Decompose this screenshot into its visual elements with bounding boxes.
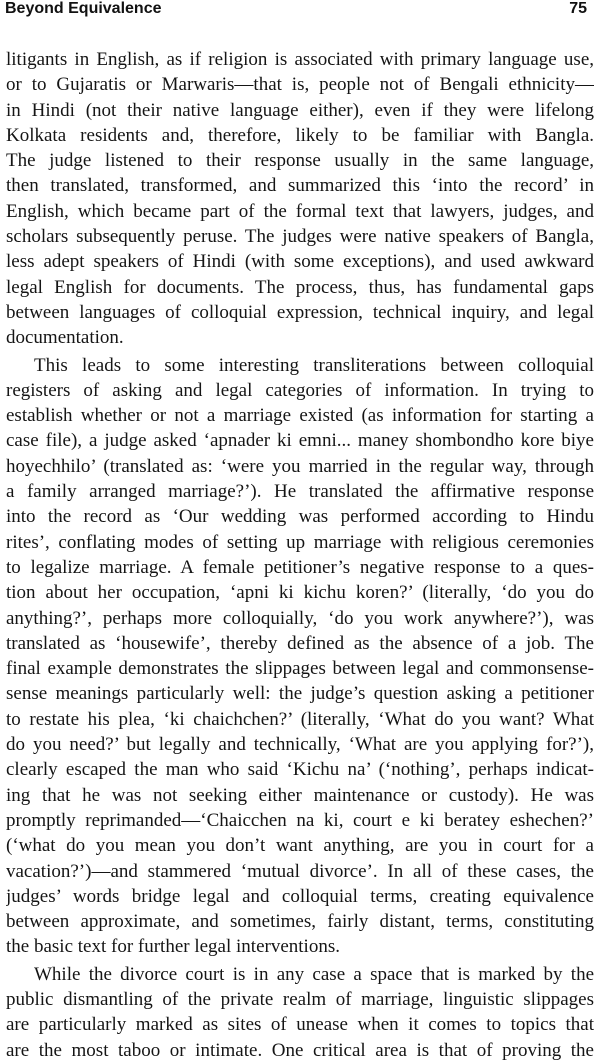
text-line: final example demonstrates the slippages between legal and commonsense- (6, 658, 594, 680)
text-line: The judge listened to their response usually in the same language, (6, 150, 594, 172)
text-line: establish whether or not a marriage existed (as information for starting a (6, 405, 594, 427)
text-line: into the record as ‘Our wedding was performed according to Hindu (6, 506, 594, 528)
text-line: anything?’, perhaps more colloquially, ‘do you work anywhere?’), was (6, 607, 594, 629)
text-line: scholars subsequently peruse. The judges were native speakers of Bangla, (6, 226, 594, 248)
body-text (6, 47, 594, 1063)
text-line: case file), a judge asked ‘apnader ki emni... maney shombondho kore biye (6, 430, 594, 452)
running-head: Beyond Equivalence (5, 0, 162, 17)
paragraph-2 (6, 353, 594, 960)
text-line: registers of asking and legal categories of information. In trying to (6, 379, 594, 401)
text-line: litigants in English, as if religion is associated with primary language use, (6, 49, 594, 70)
text-line: documentation. (6, 327, 124, 349)
text-line: legal English for documents. The process, thus, has fundamental gaps (6, 276, 594, 298)
text-line: (‘what do you mean you don’t want anything, are you in court for a (6, 835, 594, 857)
text-line: a family arranged marriage?’). He translated the affirmative response (6, 481, 594, 503)
text-line: in Hindi (not their native language either), even if they were lifelong (6, 99, 594, 121)
text-line: sense meanings particularly well: the judge’s question asking a petitioner (6, 683, 594, 705)
text-line: vacation?’)—and stammered ‘mutual divorce’. In all of these cases, the (6, 860, 594, 882)
text-line: to legalize marriage. A female petitioner’s negative response to a ques- (6, 556, 594, 578)
text-line: or to Gujaratis or Marwaris—that is, people not of Bengali ethnicity— (6, 74, 594, 96)
text-line: judges’ words bridge legal and colloquial terms, creating equivalence (6, 885, 594, 907)
page-number: 75 (569, 0, 587, 17)
text-line: promptly reprimanded—‘Chaicchen na ki, court e ki beratey eshechen?’ (6, 809, 594, 831)
text-line: do you need?’ but legally and technically, ‘What are you applying for?’), (6, 734, 594, 756)
text-line: This leads to some interesting transliterations between colloquial (34, 354, 594, 376)
text-line: are particularly marked as sites of unease when it comes to topics that (6, 1014, 594, 1036)
text-line: ing that he was not seeking either maintenance or custody). He was (6, 784, 594, 806)
text-line: to restate his plea, ‘ki chaichchen?’ (literally, ‘What do you want? What (6, 708, 594, 730)
text-line: are the most taboo or intimate. One critical area is that of proving the (6, 1039, 594, 1061)
text-line: Kolkata residents and, therefore, likely to be familiar with Bangla. (6, 124, 594, 146)
text-line: hoyechhilo’ (translated as: ‘were you married in the regular way, through (6, 455, 594, 477)
text-line: less adept speakers of Hindi (with some exceptions), and used awkward (6, 251, 594, 273)
text-line: public dismantling of the private realm of marriage, linguistic slippages (6, 988, 594, 1010)
text-line: clearly escaped the man who said ‘Kichu na’ (‘nothing’, perhaps indicat- (6, 759, 594, 781)
paragraph-1 (6, 47, 594, 351)
text-line: While the divorce court is in any case a space that is marked by the (34, 963, 594, 985)
text-line: tion about her occupation, ‘apni ki kichu koren?’ (literally, ‘do you do (6, 582, 594, 604)
text-line: the basic text for further legal interventions. (6, 936, 340, 958)
text-line: between languages of colloquial expression, technical inquiry, and legal (6, 301, 594, 323)
text-line: English, which became part of the formal text that lawyers, judges, and (6, 200, 594, 222)
text-line: between approximate, and sometimes, fairly distant, terms, constituting (6, 911, 594, 933)
paragraph-3 (6, 962, 594, 1063)
text-line: translated as ‘housewife’, thereby defined as the absence of a job. The (6, 632, 594, 654)
page-header (5, 0, 593, 26)
text-line: then translated, transformed, and summarized this ‘into the record’ in (6, 175, 594, 197)
text-line: rites’, conflating modes of setting up marriage with religious ceremonies (6, 531, 594, 553)
